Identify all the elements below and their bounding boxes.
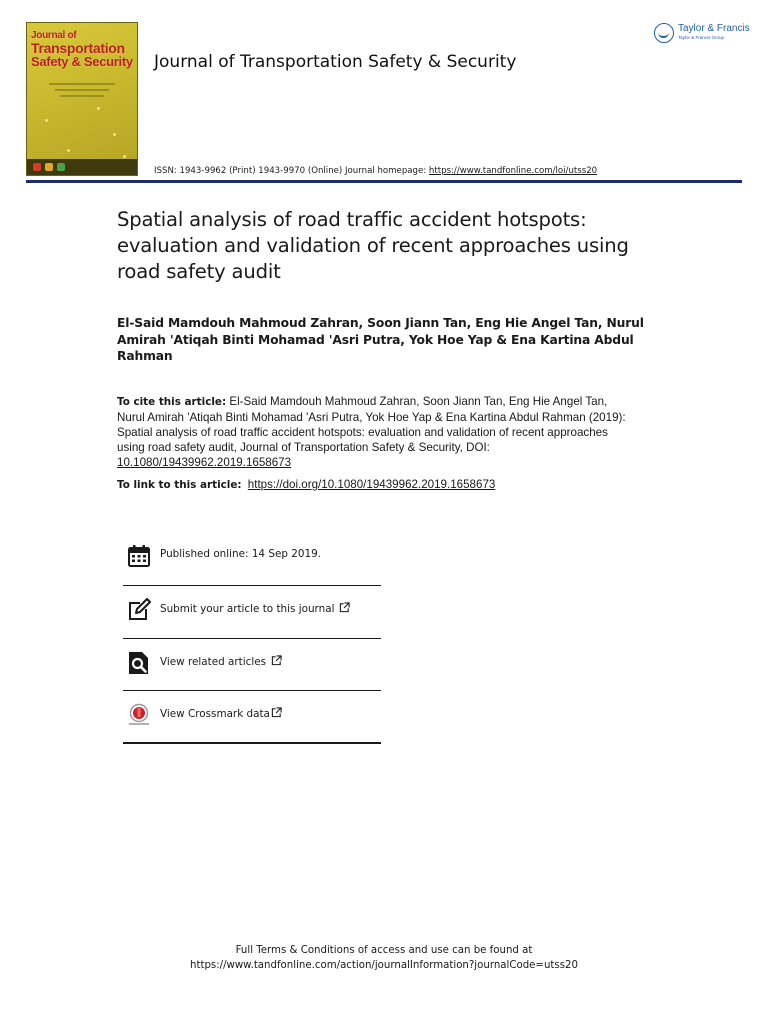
cite-label: To cite this article: bbox=[117, 396, 227, 408]
cover-title-line2: Transportation bbox=[31, 40, 125, 56]
terms-text: Full Terms & Conditions of access and use can be found at bbox=[235, 945, 533, 956]
search-document-icon bbox=[127, 651, 151, 675]
cover-title-line3: Safety & Security bbox=[31, 54, 133, 69]
journal-homepage-link[interactable]: https://www.tandfonline.com/loi/utss20 bbox=[428, 166, 598, 176]
article-authors: El-Said Mamdouh Mahmoud Zahran, Soon Jiann Tan, Eng Hie Angel Tan, Nurul Amirah 'Atiqah Binti Mohamad 'Asri Putra, Yok Hoe Yap & Ena Kartina Abdul Rahman bbox=[117, 316, 644, 363]
journal-cover-image bbox=[26, 22, 138, 176]
related-articles-link[interactable] bbox=[160, 655, 282, 668]
cover-decoration bbox=[49, 83, 115, 101]
journal-title: Journal of Transportation Safety & Security bbox=[154, 52, 517, 72]
terms-url[interactable]: https://www.tandfonline.com/action/journalInformation?journalCode=utss20 bbox=[190, 960, 578, 971]
crossmark-label: View Crossmark data bbox=[160, 708, 270, 720]
link-label: To link to this article: bbox=[117, 479, 242, 491]
cite-doi-link[interactable]: 10.1080/19439962.2019.1658673 bbox=[117, 456, 292, 470]
publisher-logo[interactable] bbox=[654, 22, 750, 46]
crossmark-link[interactable] bbox=[160, 707, 282, 720]
divider bbox=[123, 742, 381, 744]
header-divider bbox=[26, 180, 742, 183]
issn-text: ISSN: 1943-9962 (Print) 1943-9970 (Online) Journal homepage: bbox=[154, 166, 429, 176]
crossmark-item[interactable] bbox=[123, 691, 381, 744]
submit-article-label: Submit your article to this journal bbox=[160, 603, 335, 615]
external-link-icon bbox=[271, 707, 282, 718]
taylor-francis-logo-icon bbox=[654, 23, 674, 43]
cover-title bbox=[31, 29, 135, 68]
publisher-name: Taylor & Francis bbox=[678, 23, 750, 34]
related-articles-item[interactable] bbox=[123, 639, 381, 692]
article-title: Spatial analysis of road traffic accident hotspots: evaluation and validation of recent approaches using road safety audit bbox=[117, 208, 629, 283]
publisher-group: Taylor & Francis Group bbox=[678, 35, 725, 40]
external-link-icon bbox=[339, 602, 350, 613]
related-articles-label: View related articles bbox=[160, 656, 267, 668]
issn-line bbox=[154, 166, 597, 176]
citation-block bbox=[117, 394, 629, 470]
crossmark-icon bbox=[127, 703, 151, 727]
cover-publisher-bar bbox=[27, 159, 137, 175]
edit-icon bbox=[127, 598, 151, 622]
article-doi-link[interactable]: https://doi.org/10.1080/19439962.2019.1658673 bbox=[247, 478, 496, 491]
external-link-icon bbox=[271, 655, 282, 666]
submit-article-link[interactable] bbox=[160, 602, 350, 615]
cover-title-line1: Journal of bbox=[31, 30, 77, 41]
article-link-line bbox=[117, 478, 495, 491]
published-date: Published online: 14 Sep 2019. bbox=[160, 548, 321, 560]
calendar-icon bbox=[127, 544, 151, 568]
terms-footer bbox=[0, 943, 768, 973]
cite-text: El-Said Mamdouh Mahmoud Zahran, Soon Jiann Tan, Eng Hie Angel Tan, Nurul Amirah 'Atiqah Binti Mohamad 'Asri Putra, Yok Hoe Yap & Ena Kartina Abdul Rahman (2019): Spatial analysis of road traffic accident hotspots: evaluation and validation of recent approaches using road safety audit, Journal of Transportation Safety & Security, DOI: bbox=[117, 395, 626, 455]
published-online-item bbox=[123, 532, 381, 585]
submit-article-item[interactable] bbox=[123, 586, 381, 639]
